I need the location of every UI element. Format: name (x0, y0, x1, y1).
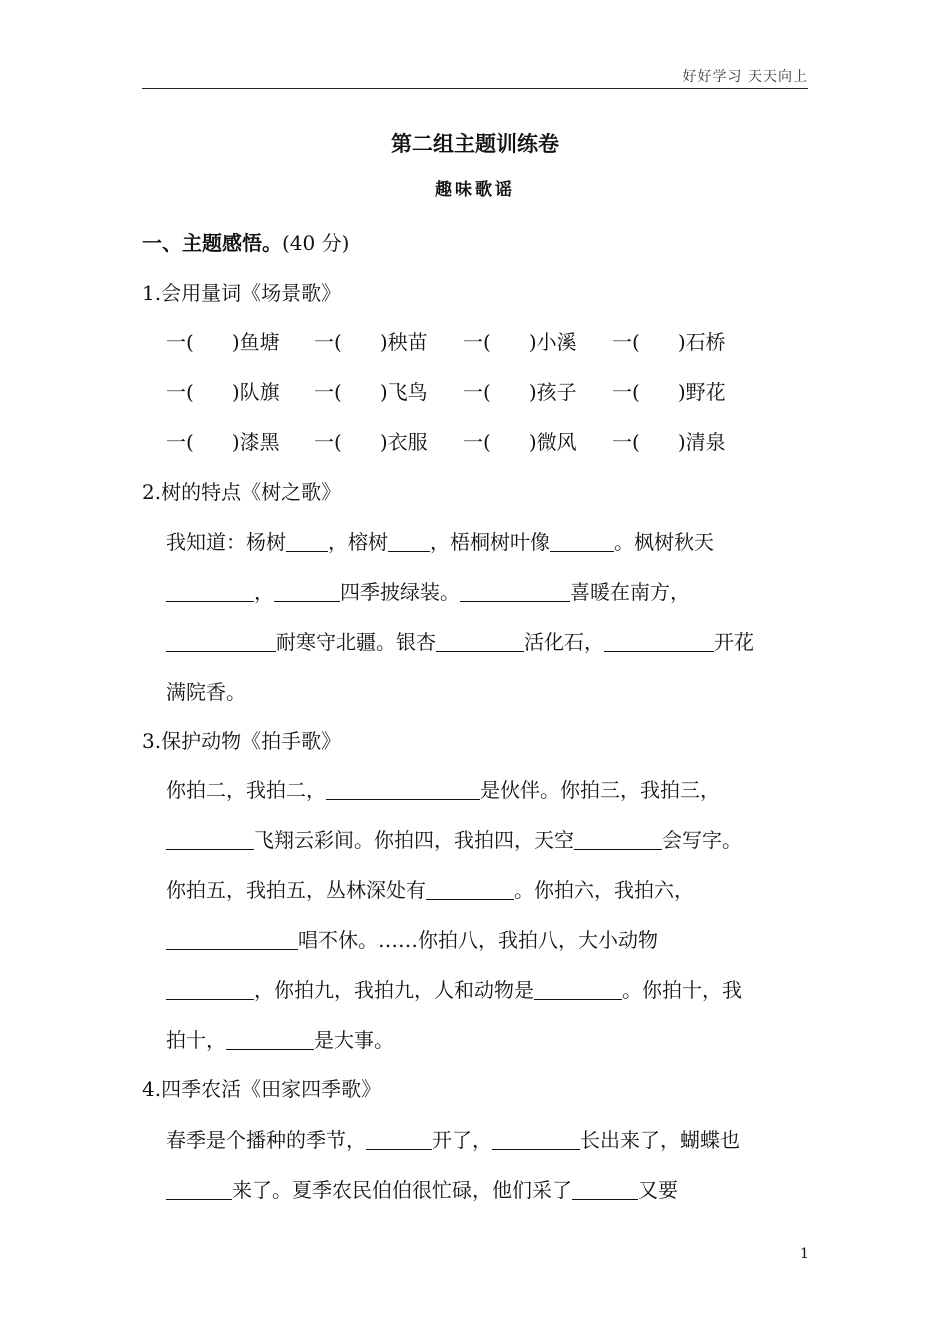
answer-blank[interactable] (550, 531, 614, 552)
q2-line: 我知道：杨树 ，榕树 ，梧桐树叶像 。枫树秋天 (166, 530, 714, 554)
q4-line: 来了。夏季农民伯伯很忙碌，他们采了 又要 (166, 1174, 678, 1203)
page-subtitle: 趣味歌谣 (435, 180, 515, 200)
answer-blank[interactable] (326, 779, 480, 800)
answer-blank[interactable] (426, 879, 514, 900)
q1-item: 一( )小溪 (463, 330, 577, 354)
answer-blank[interactable] (166, 581, 254, 602)
q4-heading: 4.四季农活《田家四季歌》 (142, 1077, 382, 1101)
answer-blank[interactable] (534, 979, 622, 1000)
answer-blank[interactable] (572, 1179, 638, 1200)
answer-blank[interactable] (460, 581, 570, 602)
q3-line: 飞翔云彩间。你拍四，我拍四，天空 会写字。 (166, 824, 742, 853)
answer-blank[interactable] (274, 581, 340, 602)
q1-item: 一( )衣服 (314, 430, 428, 454)
q1-item: 一( )漆黑 (166, 430, 280, 454)
q2-line: ， 四季披绿装。 喜暖在南方， (166, 576, 690, 605)
page-number: 1 (800, 1246, 809, 1262)
answer-blank[interactable] (492, 1129, 580, 1150)
answer-blank[interactable] (604, 631, 714, 652)
answer-blank[interactable] (166, 979, 254, 1000)
answer-blank[interactable] (166, 929, 298, 950)
q1-item: 一( )孩子 (463, 380, 577, 404)
q2-heading: 2.树的特点《树之歌》 (142, 480, 342, 504)
q1-item: 一( )飞鸟 (314, 380, 428, 404)
q2-line: 满院香。 (166, 680, 246, 704)
header-motto: 好好学习 天天向上 (682, 69, 808, 85)
q1-item: 一( )秧苗 (314, 330, 428, 354)
section-label: 一、主题感悟。 (142, 231, 282, 255)
q3-line: 你拍五，我拍五，丛林深处有 。你拍六，我拍六， (166, 878, 694, 902)
q3-heading: 3.保护动物《拍手歌》 (142, 729, 342, 753)
q1-item: 一( )微风 (463, 430, 577, 454)
q3-line: 你拍二，我拍二， 是伙伴。你拍三，我拍三， (166, 778, 720, 802)
header-rule (142, 88, 808, 89)
section-score: (40 分) (282, 231, 350, 255)
answer-blank[interactable] (436, 631, 524, 652)
answer-blank[interactable] (574, 829, 662, 850)
q4-line: 春季是个播种的季节， 开了， 长出来了，蝴蝶也 (166, 1128, 740, 1152)
section-heading (142, 227, 349, 256)
q3-line: 唱不休。……你拍八，我拍八，大小动物 (166, 924, 658, 953)
answer-blank[interactable] (166, 631, 276, 652)
answer-blank[interactable] (226, 1029, 314, 1050)
q1-item: 一( )野花 (612, 380, 726, 404)
q2-line: 耐寒守北疆。银杏 活化石， 开花 (166, 626, 754, 655)
answer-blank[interactable] (286, 531, 328, 552)
answer-blank[interactable] (366, 1129, 432, 1150)
page-title: 第二组主题训练卷 (391, 132, 559, 156)
answer-blank[interactable] (388, 531, 430, 552)
q1-heading: 1.会用量词《场景歌》 (142, 281, 342, 305)
q1-item: 一( )石桥 (612, 330, 726, 354)
q1-item: 一( )队旗 (166, 380, 280, 404)
q3-line: 拍十， 是大事。 (166, 1028, 394, 1052)
q1-item: 一( )鱼塘 (166, 330, 280, 354)
answer-blank[interactable] (166, 829, 254, 850)
q1-item: 一( )清泉 (612, 430, 726, 454)
answer-blank[interactable] (166, 1179, 232, 1200)
q3-line: ，你拍九，我拍九，人和动物是 。你拍十，我 (166, 974, 742, 1003)
